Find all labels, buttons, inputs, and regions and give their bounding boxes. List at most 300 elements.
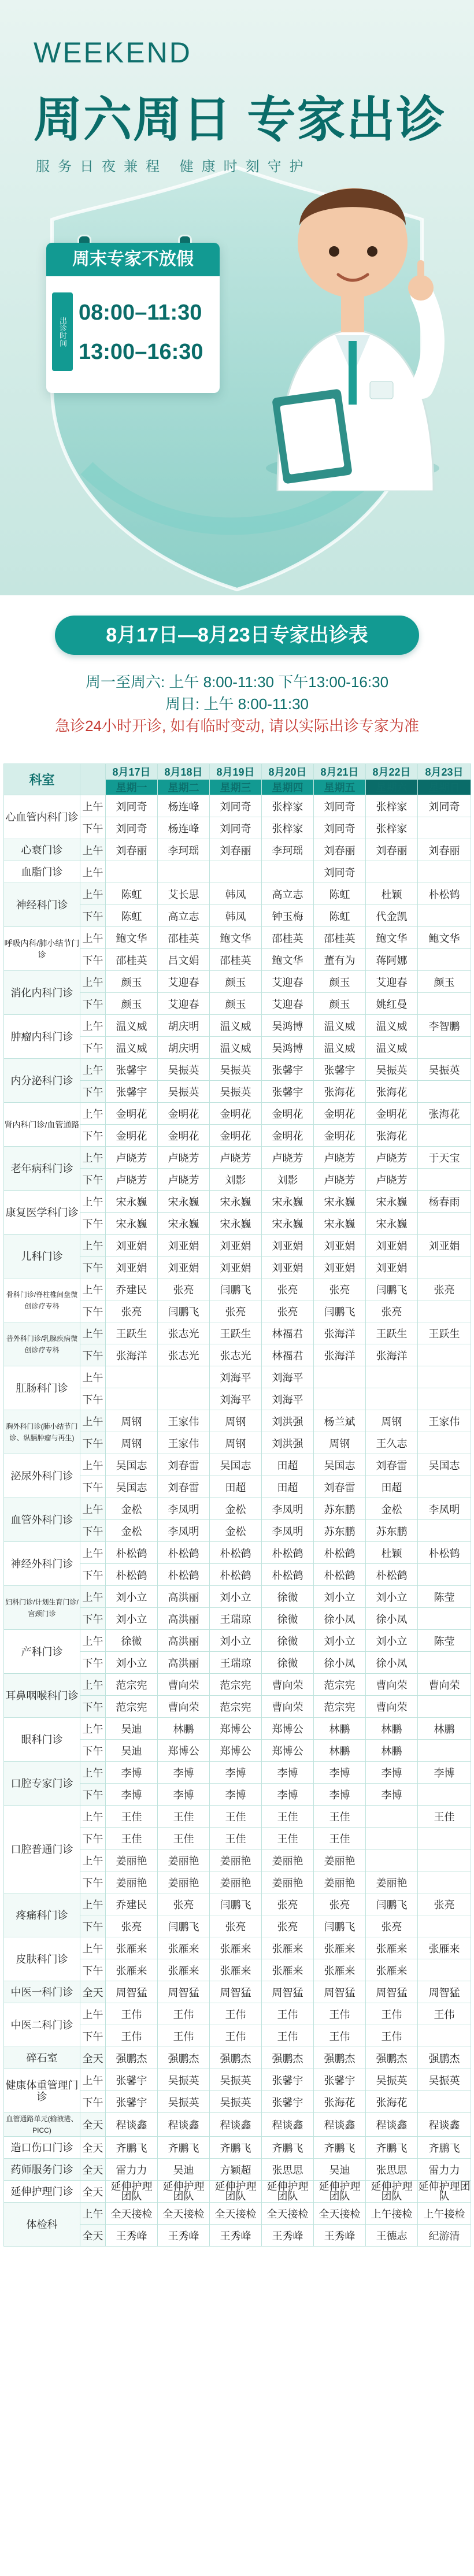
doctor-cell: 卢晓芳 <box>158 1169 210 1191</box>
doctor-cell: 延伸护理团队 <box>314 2181 366 2203</box>
time-slot: 上午 <box>80 1674 106 1696</box>
page-title: 周六周日 专家出诊 <box>34 92 446 147</box>
doctor-cell: 田超 <box>210 1476 262 1498</box>
doctor-cell: 李凤明 <box>262 1520 314 1542</box>
doctor-cell: 王瑞琼 <box>210 1608 262 1630</box>
doctor-cell: 徐小凤 <box>314 1608 366 1630</box>
doctor-cell: 张馨宇 <box>262 1081 314 1103</box>
table-row <box>4 1410 471 1432</box>
doctor-cell <box>418 1564 471 1586</box>
doctor-cell: 金松 <box>106 1520 158 1542</box>
doctor-cell: 强鹏杰 <box>158 2047 210 2069</box>
doctor-cell: 王伟 <box>210 2025 262 2047</box>
doctor-illustration <box>231 144 462 491</box>
doctor-cell: 刘亚娟 <box>106 1235 158 1257</box>
dept-name: 血管通路单元(输液港、PICC) <box>4 2113 80 2137</box>
table-row <box>4 2181 471 2203</box>
doctor-cell <box>314 1366 366 1388</box>
doctor-cell: 高洪丽 <box>158 1608 210 1630</box>
doctor-cell: 周钢 <box>106 1432 158 1454</box>
doctor-cell: 王佳 <box>418 1806 471 1828</box>
doctor-cell <box>106 861 158 883</box>
doctor-cell: 张志光 <box>210 1344 262 1366</box>
doctor-cell: 郑博公 <box>262 1718 314 1740</box>
doctor-cell <box>418 993 471 1015</box>
doctor-cell: 韩凤 <box>210 905 262 927</box>
doctor-cell: 张雁来 <box>158 1959 210 1981</box>
doctor-cell: 林鹏 <box>366 1740 418 1762</box>
doctor-cell <box>210 861 262 883</box>
doctor-cell: 刘海平 <box>262 1366 314 1388</box>
doctor-cell: 高立志 <box>262 883 314 905</box>
doctor-cell: 齐鹏飞 <box>366 2137 418 2159</box>
doctor-cell: 刘亚娟 <box>210 1235 262 1257</box>
doctor-cell: 王秀峰 <box>210 2225 262 2247</box>
doctor-cell: 刘海平 <box>262 1388 314 1410</box>
doctor-cell: 王跃生 <box>210 1322 262 1344</box>
sunday-hours: 周日: 上午 8:00-11:30 <box>165 695 309 713</box>
doctor-cell: 周钢 <box>106 1410 158 1432</box>
doctor-cell: 金明花 <box>366 1103 418 1125</box>
doctor-cell: 吴振英 <box>418 2069 471 2091</box>
doctor-cell <box>418 905 471 927</box>
time-slot: 下午 <box>80 1213 106 1235</box>
doctor-cell: 朴松鹤 <box>314 1564 366 1586</box>
doctor-cell: 郑博公 <box>210 1718 262 1740</box>
dept-name: 眼科门诊 <box>4 1718 80 1762</box>
doctor-cell <box>418 1169 471 1191</box>
doctor-cell: 刘同奇 <box>210 795 262 817</box>
doctor-cell: 李博 <box>210 1784 262 1806</box>
doctor-cell: 李博 <box>366 1784 418 1806</box>
doctor-cell: 刘小立 <box>210 1586 262 1608</box>
doctor-cell: 王伟 <box>106 2025 158 2047</box>
doctor-cell: 刘亚娟 <box>158 1235 210 1257</box>
doctor-cell: 宋永巍 <box>210 1213 262 1235</box>
time-slot: 下午 <box>80 2091 106 2113</box>
doctor-cell: 刘亚娟 <box>262 1257 314 1278</box>
doctor-cell: 杨春雨 <box>418 1191 471 1213</box>
doctor-cell: 温义威 <box>210 1015 262 1037</box>
doctor-cell: 王伟 <box>106 2003 158 2025</box>
doctor-cell: 吴国志 <box>210 1454 262 1476</box>
doctor-cell <box>366 1828 418 1849</box>
doctor-cell: 王佳 <box>158 1806 210 1828</box>
doctor-cell <box>418 1257 471 1278</box>
doctor-cell: 张雁来 <box>210 1959 262 1981</box>
doctor-cell: 徐微 <box>262 1608 314 1630</box>
weekday-header: 星期一 <box>106 780 158 795</box>
doctor-cell: 周智猛 <box>106 1981 158 2003</box>
time-slot: 上午 <box>80 1893 106 1915</box>
time-slot: 上午 <box>80 1630 106 1652</box>
doctor-cell: 姜丽艳 <box>210 1871 262 1893</box>
doctor-cell: 吴迪 <box>106 1740 158 1762</box>
doctor-cell: 张亮 <box>106 1915 158 1937</box>
doctor-cell: 卢晓芳 <box>106 1169 158 1191</box>
doctor-cell: 张雁来 <box>106 1959 158 1981</box>
doctor-cell: 张梓家 <box>262 795 314 817</box>
doctor-cell: 张馨宇 <box>262 1059 314 1081</box>
time-slot: 下午 <box>80 1915 106 1937</box>
doctor-cell: 闫鹏飞 <box>366 1278 418 1300</box>
doctor-cell: 张亮 <box>210 1300 262 1322</box>
doctor-cell: 李博 <box>210 1762 262 1784</box>
time-slot: 上午 <box>80 1322 106 1344</box>
doctor-cell: 张海花 <box>418 1103 471 1125</box>
doctor-cell: 齐鹏飞 <box>262 2137 314 2159</box>
doctor-cell: 张雁来 <box>106 1937 158 1959</box>
doctor-cell: 朴松鹤 <box>366 1564 418 1586</box>
doctor-cell <box>106 1366 158 1388</box>
doctor-cell: 宋永巍 <box>106 1213 158 1235</box>
doctor-cell: 金松 <box>106 1498 158 1520</box>
doctor-cell: 全天接检 <box>106 2203 158 2225</box>
table-row <box>4 2137 471 2159</box>
time-slot: 全天 <box>80 1981 106 2003</box>
doctor-cell: 乔建民 <box>106 1278 158 1300</box>
time-slot: 下午 <box>80 1784 106 1806</box>
doctor-cell: 李博 <box>158 1762 210 1784</box>
dept-name: 心衰门诊 <box>4 839 80 861</box>
table-row <box>4 1762 471 1784</box>
table-row <box>4 1366 471 1388</box>
doctor-cell: 刘亚娟 <box>314 1235 366 1257</box>
doctor-cell: 张馨宇 <box>106 2069 158 2091</box>
doctor-cell <box>418 2025 471 2047</box>
doctor-cell: 徐小凤 <box>366 1608 418 1630</box>
doctor-cell: 田超 <box>262 1476 314 1498</box>
doctor-cell: 刘小立 <box>106 1652 158 1674</box>
doctor-cell <box>418 1213 471 1235</box>
doctor-cell <box>418 1037 471 1059</box>
time-slot: 下午 <box>80 1125 106 1147</box>
doctor-cell: 张亮 <box>418 1893 471 1915</box>
time-slot: 下午 <box>80 949 106 971</box>
doctor-cell: 王伟 <box>366 2003 418 2025</box>
dept-name: 呼吸内科/肺小结节门诊 <box>4 927 80 971</box>
doctor-cell: 范宗宪 <box>314 1674 366 1696</box>
doctor-cell <box>418 1849 471 1871</box>
doctor-cell: 曹向荣 <box>158 1696 210 1718</box>
doctor-cell: 张雁来 <box>262 1937 314 1959</box>
doctor-cell <box>418 1520 471 1542</box>
dept-name: 内分泌科门诊 <box>4 1059 80 1103</box>
doctor-cell: 鲍文华 <box>210 927 262 949</box>
doctor-cell: 刘亚娟 <box>210 1257 262 1278</box>
doctor-cell: 徐微 <box>106 1630 158 1652</box>
doctor-cell: 李博 <box>418 1762 471 1784</box>
doctor-cell: 刘海平 <box>210 1388 262 1410</box>
doctor-cell: 张亮 <box>314 1278 366 1300</box>
doctor-cell: 程谈鑫 <box>262 2113 314 2137</box>
doctor-cell: 金明花 <box>106 1125 158 1147</box>
doctor-cell: 王德志 <box>366 2225 418 2247</box>
doctor-cell: 李凤明 <box>418 1498 471 1520</box>
doctor-cell: 姚红曼 <box>366 993 418 1015</box>
dept-name: 消化内科门诊 <box>4 971 80 1015</box>
doctor-cell <box>314 1388 366 1410</box>
doctor-cell: 吴国志 <box>106 1476 158 1498</box>
doctor-cell: 吴振英 <box>210 1059 262 1081</box>
table-row <box>4 1937 471 1959</box>
doctor-cell: 卢晓芳 <box>158 1147 210 1169</box>
doctor-cell: 温义威 <box>314 1015 366 1037</box>
dept-name: 皮肤科门诊 <box>4 1937 80 1981</box>
time-slot: 上午 <box>80 861 106 883</box>
doctor-cell: 吴鸿博 <box>262 1015 314 1037</box>
doctor-cell: 李凤明 <box>158 1520 210 1542</box>
doctor-cell: 朴松鹤 <box>210 1542 262 1564</box>
table-row <box>4 927 471 949</box>
time-slot: 下午 <box>80 1037 106 1059</box>
doctor-cell: 刘同奇 <box>314 795 366 817</box>
doctor-cell: 张亮 <box>106 1300 158 1322</box>
doctor-cell: 王跃生 <box>418 1322 471 1344</box>
doctor-cell: 曹向荣 <box>366 1696 418 1718</box>
doctor-cell: 胡庆明 <box>158 1015 210 1037</box>
dept-name: 中医二科门诊 <box>4 2003 80 2047</box>
doctor-cell: 李智鹏 <box>418 1015 471 1037</box>
doctor-cell: 全天接检 <box>158 2203 210 2225</box>
doctor-cell: 闫鹏飞 <box>314 1300 366 1322</box>
doctor-cell <box>418 2091 471 2113</box>
doctor-cell: 张亮 <box>158 1278 210 1300</box>
doctor-cell: 张雁来 <box>314 1959 366 1981</box>
doctor-cell: 郑博公 <box>210 1740 262 1762</box>
doctor-cell: 刘春丽 <box>210 839 262 861</box>
doctor-cell: 强鹏杰 <box>314 2047 366 2069</box>
doctor-cell: 陈虹 <box>314 905 366 927</box>
dept-name: 儿科门诊 <box>4 1235 80 1278</box>
doctor-cell: 朴松鹤 <box>418 1542 471 1564</box>
weekday-header: 星期六 <box>366 780 418 795</box>
table-row <box>4 1542 471 1564</box>
doctor-cell: 王伟 <box>314 2025 366 2047</box>
doctor-cell: 程谈鑫 <box>210 2113 262 2137</box>
doctor-cell: 李博 <box>262 1784 314 1806</box>
time-slot: 上午 <box>80 1147 106 1169</box>
doctor-cell: 王秀峰 <box>106 2225 158 2247</box>
date-header: 8月21日 <box>314 764 366 780</box>
doctor-cell: 张雁来 <box>262 1959 314 1981</box>
doctor-cell: 周钢 <box>366 1410 418 1432</box>
doctor-cell: 王秀峰 <box>314 2225 366 2247</box>
doctor-cell: 张亮 <box>262 1915 314 1937</box>
doctor-cell: 姜丽艳 <box>366 1871 418 1893</box>
doctor-cell: 鲍文华 <box>106 927 158 949</box>
doctor-cell: 高洪丽 <box>158 1652 210 1674</box>
dept-header: 科室 <box>4 764 80 795</box>
doctor-cell: 王佳 <box>106 1828 158 1849</box>
doctor-cell: 吴迪 <box>106 1718 158 1740</box>
date-header: 8月20日 <box>262 764 314 780</box>
doctor-cell: 苏东鹏 <box>314 1520 366 1542</box>
doctor-cell: 杜颖 <box>366 883 418 905</box>
doctor-cell: 上午接检 <box>418 2203 471 2225</box>
doctor-cell: 邵桂英 <box>314 927 366 949</box>
doctor-cell: 朴松鹤 <box>106 1542 158 1564</box>
doctor-cell: 张海洋 <box>314 1322 366 1344</box>
doctor-cell <box>418 1300 471 1322</box>
doctor-cell: 金松 <box>366 1498 418 1520</box>
doctor-cell: 上午接检 <box>366 2203 418 2225</box>
doctor-cell: 姜丽艳 <box>262 1849 314 1871</box>
schedule-banner: 8月17日—8月23日专家出诊表 <box>55 616 419 655</box>
doctor-cell <box>158 1388 210 1410</box>
dept-name: 口腔普通门诊 <box>4 1806 80 1893</box>
doctor-cell: 李博 <box>262 1762 314 1784</box>
doctor-cell: 张海洋 <box>314 1344 366 1366</box>
doctor-cell: 宋永巍 <box>314 1191 366 1213</box>
doctor-cell: 王跃生 <box>366 1322 418 1344</box>
doctor-cell: 周智猛 <box>418 1981 471 2003</box>
time-slot: 上午 <box>80 1849 106 1871</box>
doctor-cell <box>418 861 471 883</box>
time-slot: 上午 <box>80 1718 106 1740</box>
doctor-cell <box>106 1388 158 1410</box>
time-slot: 上午 <box>80 1278 106 1300</box>
doctor-cell: 宋永巍 <box>366 1191 418 1213</box>
table-row <box>4 861 471 883</box>
time-slot: 下午 <box>80 1871 106 1893</box>
doctor-cell: 齐鹏飞 <box>314 2137 366 2159</box>
doctor-cell: 郑博公 <box>262 1740 314 1762</box>
date-header: 8月19日 <box>210 764 262 780</box>
doctor-cell: 朴松鹤 <box>314 1542 366 1564</box>
table-row <box>4 2113 471 2137</box>
date-header: 8月22日 <box>366 764 418 780</box>
dept-name: 普外科门诊/乳腺疾病微创诊疗专科 <box>4 1322 80 1366</box>
doctor-cell: 刘同奇 <box>314 861 366 883</box>
doctor-cell <box>366 1849 418 1871</box>
weekday-header: 星期三 <box>210 780 262 795</box>
doctor-cell: 温义威 <box>314 1037 366 1059</box>
doctor-cell: 李博 <box>106 1784 158 1806</box>
doctor-cell: 杨连峰 <box>158 817 210 839</box>
doctor-cell: 张思思 <box>262 2159 314 2181</box>
doctor-cell: 姜丽艳 <box>262 1871 314 1893</box>
doctor-cell: 金松 <box>210 1520 262 1542</box>
doctor-cell: 刘同奇 <box>106 795 158 817</box>
table-row <box>4 1586 471 1608</box>
doctor-cell: 朴松鹤 <box>262 1564 314 1586</box>
doctor-cell <box>418 1828 471 1849</box>
table-row <box>4 2203 471 2225</box>
doctor-cell: 姜丽艳 <box>158 1849 210 1871</box>
dept-name: 血管外科门诊 <box>4 1498 80 1542</box>
doctor-cell <box>366 1366 418 1388</box>
doctor-cell: 张海洋 <box>106 1344 158 1366</box>
doctor-cell: 王佳 <box>158 1828 210 1849</box>
doctor-cell <box>366 1806 418 1828</box>
doctor-cell: 徐小凤 <box>314 1652 366 1674</box>
doctor-cell: 刘春雷 <box>314 1476 366 1498</box>
doctor-cell: 金明花 <box>158 1125 210 1147</box>
time-slot: 全天 <box>80 2047 106 2069</box>
doctor-cell: 朴松鹤 <box>418 883 471 905</box>
time-slot: 下午 <box>80 1081 106 1103</box>
doctor-cell: 程谈鑫 <box>106 2113 158 2137</box>
doctor-cell: 苏东鹏 <box>366 1520 418 1542</box>
dept-name: 延伸护理门诊 <box>4 2181 80 2203</box>
doctor-cell: 金明花 <box>314 1125 366 1147</box>
doctor-cell: 程谈鑫 <box>158 2113 210 2137</box>
doctor-cell: 朴松鹤 <box>210 1564 262 1586</box>
doctor-cell: 董有为 <box>314 949 366 971</box>
doctor-cell: 闫鹏飞 <box>158 1915 210 1937</box>
time-slot: 上午 <box>80 2069 106 2091</box>
table-row <box>4 971 471 993</box>
doctor-cell: 曹向荣 <box>366 1674 418 1696</box>
doctor-cell: 王佳 <box>262 1806 314 1828</box>
dept-name: 康复医学科门诊 <box>4 1191 80 1235</box>
doctor-cell: 强鹏杰 <box>210 2047 262 2069</box>
doctor-cell: 金明花 <box>106 1103 158 1125</box>
time-slot: 下午 <box>80 1608 106 1630</box>
doctor-cell: 刘小立 <box>314 1586 366 1608</box>
doctor-cell: 刘亚娟 <box>314 1257 366 1278</box>
doctor-cell: 刘同奇 <box>418 795 471 817</box>
time-slot: 上午 <box>80 1542 106 1564</box>
table-row <box>4 1806 471 1828</box>
doctor-cell: 王秀峰 <box>262 2225 314 2247</box>
doctor-cell <box>418 1784 471 1806</box>
doctor-cell: 宋永巍 <box>262 1213 314 1235</box>
doctor-cell: 李珂瑶 <box>158 839 210 861</box>
table-row <box>4 2047 471 2069</box>
doctor-cell: 刘亚娟 <box>106 1257 158 1278</box>
doctor-cell: 王伟 <box>366 2025 418 2047</box>
dept-name: 胸外科门诊(肺小结节门诊、纵膈肿瘤与再生) <box>4 1410 80 1454</box>
doctor-cell: 张亮 <box>366 1915 418 1937</box>
doctor-cell <box>418 1344 471 1366</box>
doctor-cell: 陈虹 <box>106 883 158 905</box>
doctor-cell: 姜丽艳 <box>314 1849 366 1871</box>
doctor-cell: 高立志 <box>158 905 210 927</box>
dept-name: 中医一科门诊 <box>4 1981 80 2003</box>
table-row <box>4 883 471 905</box>
doctor-cell: 刘春雷 <box>366 1454 418 1476</box>
doctor-cell: 卢晓芳 <box>314 1147 366 1169</box>
doctor-cell <box>366 1388 418 1410</box>
time-slot: 上午 <box>80 1059 106 1081</box>
doctor-cell: 颜玉 <box>314 993 366 1015</box>
doctor-cell: 吴振英 <box>158 1081 210 1103</box>
time-slot: 下午 <box>80 1828 106 1849</box>
doctor-cell: 杨兰斌 <box>314 1410 366 1432</box>
doctor-cell: 吴迪 <box>158 2159 210 2181</box>
doctor-cell: 张梓家 <box>366 817 418 839</box>
time-slot: 上午 <box>80 1366 106 1388</box>
doctor-cell: 颜玉 <box>418 971 471 993</box>
doctor-cell: 王久志 <box>366 1432 418 1454</box>
weekend-label: WEEKEND <box>34 36 192 69</box>
doctor-cell: 齐鹏飞 <box>418 2137 471 2159</box>
doctor-cell: 范宗宪 <box>314 1696 366 1718</box>
time-slot: 上午 <box>80 1762 106 1784</box>
doctor-cell: 卢晓芳 <box>262 1147 314 1169</box>
dept-name: 体检科 <box>4 2203 80 2247</box>
table-row <box>4 1278 471 1300</box>
doctor-cell: 王家伟 <box>158 1432 210 1454</box>
doctor-cell: 李珂瑶 <box>262 839 314 861</box>
doctor-cell: 艾迎春 <box>262 993 314 1015</box>
doctor-cell: 颜玉 <box>210 971 262 993</box>
doctor-cell: 周智猛 <box>314 1981 366 2003</box>
doctor-cell: 张馨宇 <box>262 2069 314 2091</box>
table-row <box>4 2003 471 2025</box>
